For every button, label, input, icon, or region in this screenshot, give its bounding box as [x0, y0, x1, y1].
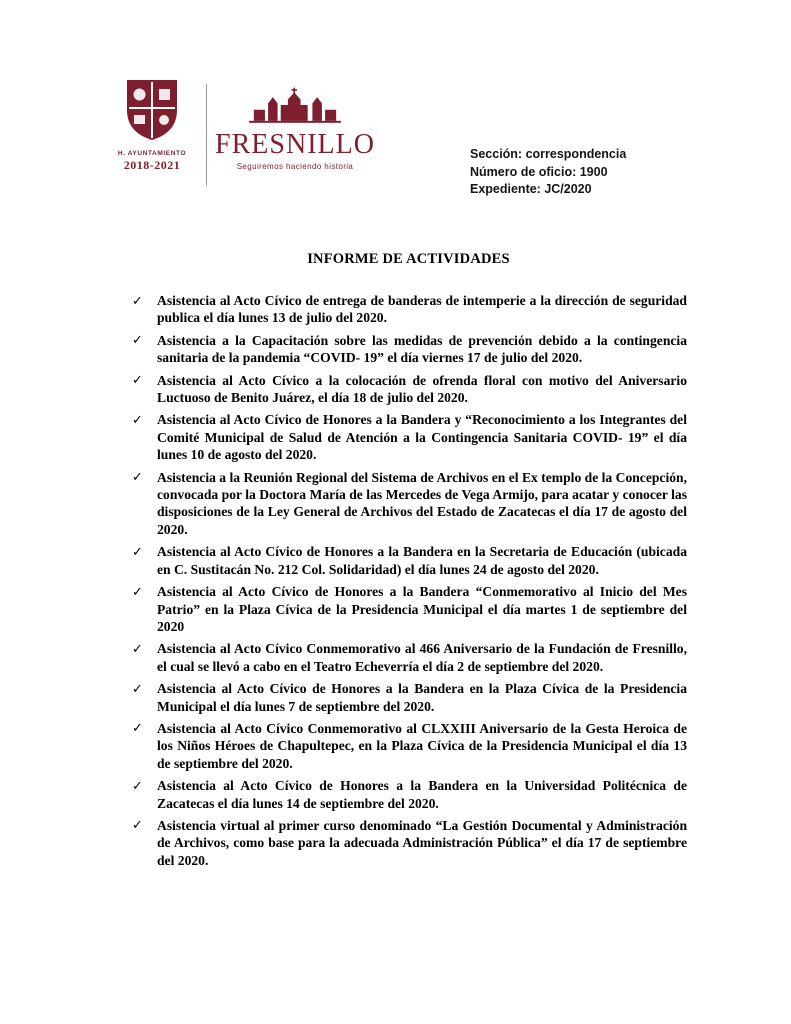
list-item-text: Asistencia al Acto Cívico Conmemorativo al 466 Aniversario de la Fundación de Fresnillo, el cual se llevó a cabo en el Teatro Echeverría el día 2 de septiembre del 2020.: [157, 641, 687, 674]
report-title: INFORME DE ACTIVIDADES: [307, 251, 510, 267]
document-body: [130, 251, 687, 874]
list-item: [130, 640, 687, 675]
list-item: [130, 372, 687, 407]
checkmark-icon: ✓: [132, 293, 143, 309]
checkmark-icon: ✓: [132, 681, 143, 697]
list-item: [130, 332, 687, 367]
fresnillo-wordmark: FRESNILLO: [215, 129, 375, 160]
list-item-text: Asistencia al Acto Cívico de Honores a la Bandera en la Secretaria de Educación (ubicada en C. Sustitacán No. 212 Col. Solidaridad) el día lunes 24 de agosto del 2020.: [157, 544, 687, 577]
list-item: [130, 817, 687, 869]
list-item-text: Asistencia al Acto Cívico de Honores a la Bandera en la Universidad Politécnica de Zacatecas el día lunes 14 de septiembre del 2020.: [157, 778, 687, 811]
checkmark-icon: ✓: [132, 584, 143, 600]
list-item-text: Asistencia al Acto Cívico de Honores a la Bandera en la Plaza Cívica de la Presidencia Municipal el día lunes 7 de septiembre del 2020.: [157, 681, 687, 714]
checkmark-icon: ✓: [132, 818, 143, 834]
crest-term-text: 2018-2021: [123, 158, 181, 172]
list-item: [130, 720, 687, 772]
list-item-text: Asistencia virtual al primer curso denominado “La Gestión Documental y Administración de Archivos, como base para la adecuada Administración Pública” el día 17 de septiembre del 2020.: [157, 817, 687, 868]
list-item-text: Asistencia al Acto Cívico de Honores a la Bandera y “Reconocimiento a los Integrantes del Comité Municipal de Salud de Atención a la Contingencia Sanitaria COVID- 19” el día lunes 10 de agosto del 2020.: [157, 412, 687, 463]
list-item: [130, 543, 687, 578]
list-item: [130, 777, 687, 812]
document-meta: [470, 146, 626, 199]
list-item: [130, 680, 687, 715]
checkmark-icon: ✓: [132, 721, 143, 737]
checkmark-icon: ✓: [132, 544, 143, 560]
list-item: [130, 411, 687, 463]
checkmark-icon: ✓: [132, 373, 143, 389]
activity-list: [130, 292, 687, 869]
list-item: [130, 292, 687, 327]
checkmark-icon: ✓: [132, 470, 143, 486]
meta-seccion: Sección: correspondencia: [470, 147, 627, 161]
building-skyline-icon: [247, 86, 343, 124]
list-item-text: Asistencia a la Capacitación sobre las medidas de prevención debido a la contingencia sanitaria de la pandemia “COVID- 19” el día viernes 17 de julio del 2020.: [157, 332, 687, 366]
fresnillo-tagline: Seguiremos haciendo historia: [236, 162, 354, 171]
fresnillo-logo: [212, 86, 378, 171]
list-item-text: Asistencia al Acto Cívico Conmemorativo al CLXXIII Aniversario de la Gesta Heroica de los Niños Héroes de Chapultepec, en la Plaza Cívica de la Presidencia Municipal el día 13 de septiembre del 2020.: [157, 720, 687, 771]
logo-divider: [206, 84, 207, 186]
checkmark-icon: ✓: [132, 333, 143, 349]
list-item-text: Asistencia al Acto Cívico de entrega de banderas de intemperie a la dirección de seguridad publica el día lunes 13 de julio del 2020.: [157, 293, 687, 326]
list-item: [130, 583, 687, 635]
list-item-text: Asistencia al Acto Cívico de Honores a la Bandera “Conmemorativo al Inicio del Mes Patrio” en la Plaza Cívica de la Presidencia Municipal el día martes 1 de septiembre del 2020: [157, 584, 687, 634]
checkmark-icon: ✓: [132, 641, 143, 657]
list-item-text: Asistencia al Acto Cívico a la colocación de ofrenda floral con motivo del Aniversario Luctuoso de Benito Juárez, el día 18 de julio del 2020.: [157, 372, 687, 406]
checkmark-icon: ✓: [132, 412, 143, 428]
shield-icon: [123, 76, 181, 142]
checkmark-icon: ✓: [132, 778, 143, 794]
municipal-crest-logo: [104, 76, 200, 173]
list-item-text: Asistencia a la Reunión Regional del Sistema de Archivos en el Ex templo de la Concepción, convocada por la Doctora María de las Mercedes de Vega Armijo, para acatar y conocer las disposiciones de la Ley General de Archivos del Estado de Zacatecas el día 17 de agosto del 2020.: [157, 469, 687, 537]
crest-org-text: H. AYUNTAMIENTO: [117, 150, 187, 157]
meta-numero-oficio: Número de oficio: 1900: [470, 164, 608, 179]
meta-expediente: Expediente: JC/2020: [470, 182, 592, 196]
list-item: [130, 469, 687, 539]
